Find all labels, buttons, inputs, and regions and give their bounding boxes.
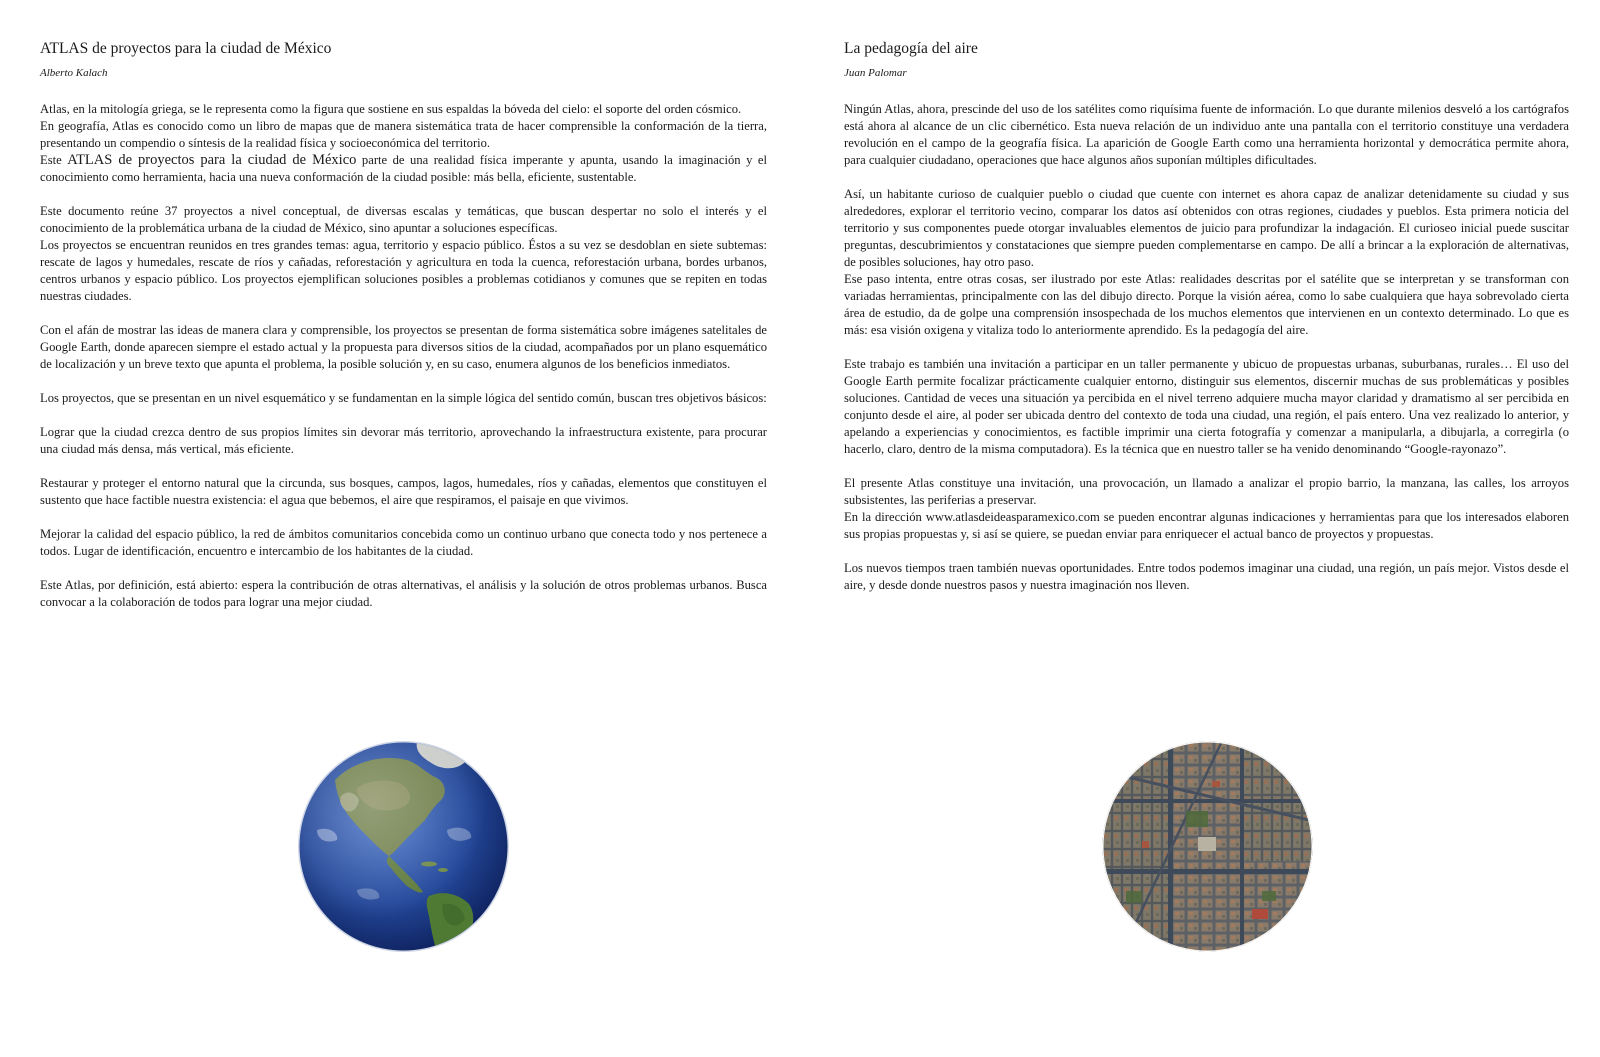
left-paragraph-10: Mejorar la calidad del espacio público, la red de ámbitos comunitarios concebida como un continuo urbano que conecta todo y nos pertenece a todos. Lugar de identificación, encuentro e intercambio de los habitantes de la ciudad. xyxy=(40,527,767,558)
left-paragraph-3-rest: parte de una realidad física imperante y apunta, usando la imaginación y el conocimiento como herramienta, hacia una nueva conformación de la ciudad posible: más bella, eficiente, sustentable. xyxy=(40,153,767,184)
right-paragraph-1: Ningún Atlas, ahora, prescinde del uso de los satélites como riquísima fuente de información. Lo que durante milenios desveló a los cartógrafos está ahora al alcance de un clic cibernético. Esta nueva relación de un individuo ante una pantalla con el territorio constituye una verdadera revolución en el campo de la geografía física. La aparición de Google Earth como una herramienta horizontal y democrática permite ahora, para cualquier ciudadano, operaciones que hace algunos años suponían múltiples dificultades. xyxy=(844,102,1569,167)
city-aerial-icon xyxy=(1102,741,1313,952)
right-paragraph-7: Los nuevos tiempos traen también nuevas oportunidades. Entre todos podemos imaginar una ciudad, una región, un país mejor. Vistos desde el aire, y desde donde nuestros pasos y nuestra imaginación nos lleven. xyxy=(844,561,1569,592)
right-article-title: La pedagogía del aire xyxy=(844,40,978,57)
left-article xyxy=(40,38,767,611)
left-paragraph-9: Restaurar y proteger el entorno natural que la circunda, sus bosques, campos, lagos, humedales, ríos y cañadas, elementos que constituyen el sustento que hace factible nuestra existencia: el agua que bebemos, el aire que respiramos, el paisaje en que vivimos. xyxy=(40,476,767,507)
right-paragraph-4: Este trabajo es también una invitación a participar en un taller permanente y ubicuo de propuestas urbanas, suburbanas, rurales… El uso del Google Earth permite focalizar prácticamente cualquier entorno, distinguir sus elementos, discernir muchas de sus problemáticas y posibles soluciones. Cantidad de veces una situación ya percibida en el nivel terreno adquiere mucha mayor claridad y dramatismo al ser percibida en conjunto desde el aire, al poder ser ubicada dentro del contexto de toda una ciudad, una región, el país entero. Una vez realizado lo anterior, y apelando a experiencias y conocimientos, es factible imprimir una cierta fotografía y comenzar a manipularla, a dibujarla, a corregirla (o hacerlo, claro, dentro de la misma computadora). Es la técnica que en nuestro taller se ha venido denominando “Google-rayonazo”. xyxy=(844,357,1569,456)
left-paragraph-5: Los proyectos se encuentran reunidos en tres grandes temas: agua, territorio y espacio público. Éstos a su vez se desdoblan en siete subtemas: rescate de lagos y humedales, rescate de ríos y cañadas, reforestación y agricultura en toda la cuenca, reforestación urbana, bordes urbanos, centros urbanos y espacio público. Los proyectos ejemplifican soluciones posibles a problemas cotidianos y comunes que se repiten en todas nuestras ciudades. xyxy=(40,238,767,303)
left-paragraph-8: Lograr que la ciudad crezca dentro de sus propios límites sin devorar más territorio, aprovechando la infraestructura existente, para procurar una ciudad más densa, más vertical, más eficiente. xyxy=(40,425,767,456)
left-paragraph-6: Con el afán de mostrar las ideas de manera clara y comprensible, los proyectos se presentan de forma sistemática sobre imágenes satelitales de Google Earth, donde aparecen siempre el estado actual y la propuesta para diversos sitios de la ciudad, acompañados por un plano esquemático de localización y un breve texto que apunta el problema, la posible solución y, en su caso, enumera algunos de los beneficios inmediatos. xyxy=(40,323,767,371)
city-aerial-image xyxy=(1102,741,1313,952)
right-paragraph-5: El presente Atlas constituye una invitación, una provocación, un llamado a analizar el propio barrio, la manzana, las calles, los arroyos subsistentes, las periferias a preservar. xyxy=(844,476,1569,507)
left-paragraph-1: Atlas, en la mitología griega, se le representa como la figura que sostiene en sus espaldas la bóveda del cielo: el soporte del orden cósmico. xyxy=(40,102,742,116)
right-paragraph-2: Así, un habitante curioso de cualquier pueblo o ciudad que cuente con internet es ahora capaz de analizar detenidamente su ciudad y sus alrededores, explorar el territorio vecino, comparar los datos así obtenidos con otras regiones, ciudades y pueblos. Esta primera noticia del territorio y sus componentes puede otorgar invaluables elementos de juicio para profundizar la indagación. El curioseo inicial puede suscitar preguntas, descubrimientos y constataciones que siempre pueden complementarse en campo. De allí a brincar a la exploración de alternativas, de posibles soluciones, hay otro paso. xyxy=(844,187,1569,269)
globe-icon xyxy=(297,740,510,953)
left-paragraph-3-prefix: Este xyxy=(40,153,68,167)
left-paragraph-7: Los proyectos, que se presentan en un nivel esquemático y se fundamentan en la simple lógica del sentido común, buscan tres objetivos básicos: xyxy=(40,391,767,405)
right-paragraph-6: En la dirección www.atlasdeideasparamexico.com se pueden encontrar algunas indicaciones y herramientas para que los interesados elaboren sus propias propuestas y, si así se quiere, se puedan enviar para enriquecer el actual banco de proyectos y propuestas. xyxy=(844,510,1569,541)
left-paragraph-11: Este Atlas, por definición, está abierto: espera la contribución de otras alternativas, el análisis y la solución de otros problemas urbanos. Busca convocar a la colaboración de todos para lograr una mejor ciudad. xyxy=(40,578,767,609)
left-paragraph-3-title: ATLAS de proyectos para la ciudad de México xyxy=(67,152,357,168)
left-paragraph-2: En geografía, Atlas es conocido como un libro de mapas que de manera sistemática trata de hacer comprensible la conformación de la tierra, presentando un compendio o síntesis de la realidad física y socioeconómica del territorio. xyxy=(40,119,767,150)
right-paragraph-3: Ese paso intenta, entre otras cosas, ser ilustrado por este Atlas: realidades descritas por el satélite que se interpretan y se transforman con variadas herramientas, principalmente con las del dibujo directo. Porque la visión aérea, como lo sabe cualquiera que haya sobrevolado cierta área de estudio, da de golpe una comprensión insospechada de los muchos elementos que intervienen en un contexto determinado. Lo que es más: esa visión oxigena y vitaliza todo lo anteriormente aprendido. Es la pedagogía del aire. xyxy=(844,272,1569,337)
globe-satellite-image xyxy=(297,740,510,953)
left-paragraph-3 xyxy=(40,152,767,186)
left-paragraph-4: Este documento reúne 37 proyectos a nivel conceptual, de diversas escalas y temáticas, que buscan despertar no solo el interés y el conocimiento de la problemática urbana de la ciudad de México, sino apuntar a soluciones específicas. xyxy=(40,204,767,235)
left-article-author: Alberto Kalach xyxy=(40,67,108,79)
right-article-author: Juan Palomar xyxy=(844,67,907,79)
right-article xyxy=(844,38,1569,594)
left-article-title: ATLAS de proyectos para la ciudad de México xyxy=(40,40,332,57)
